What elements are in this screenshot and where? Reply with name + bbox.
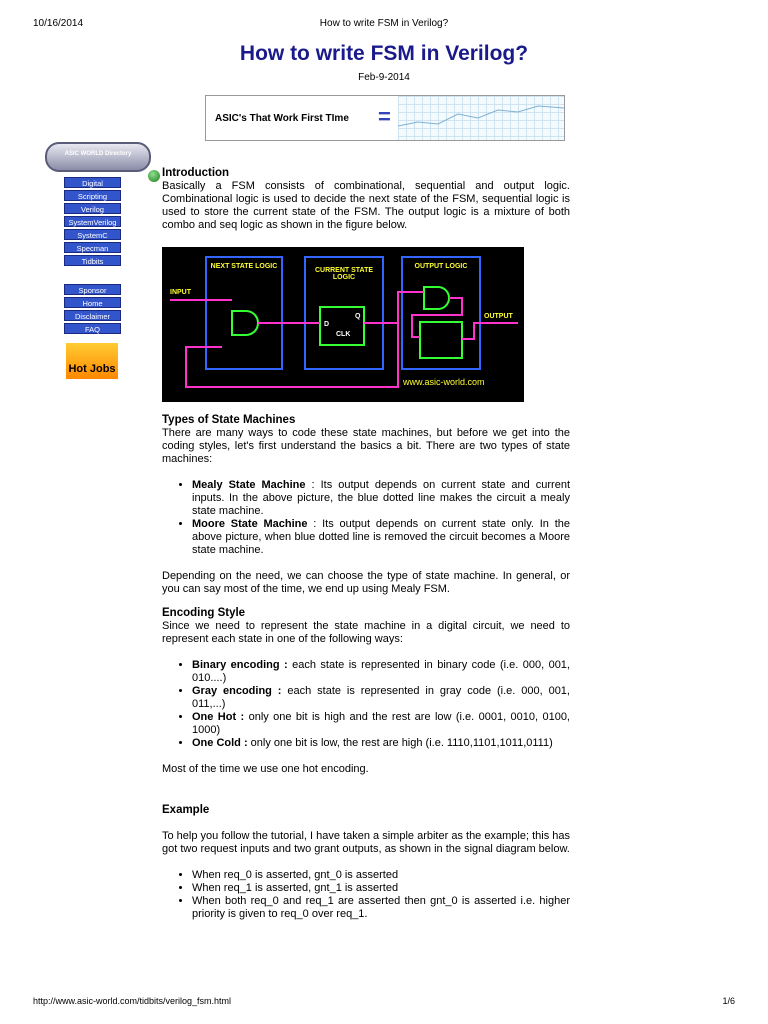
list-item: • One Hot : only one bit is high and the rest are low (i.e. 0001, 0010, 0100, 1000) <box>192 711 570 737</box>
diagram-clk-label: CLK <box>336 331 351 338</box>
nav-faq[interactable]: FAQ <box>64 323 121 334</box>
encoding-list <box>162 659 570 750</box>
list-item: • When both req_0 and req_1 are asserted then gnt_0 is asserted i.e. higher priority is given to req_0 over req_1. <box>192 895 570 921</box>
example-section <box>162 804 570 921</box>
nav-home[interactable]: Home <box>64 297 121 308</box>
encoding-section <box>162 607 570 776</box>
types-text: There are many ways to code these state machines, but before we get into the coding styles, let's first understand the basics a bit. There are two types of state machines: <box>162 427 570 465</box>
intro-section <box>162 167 570 232</box>
list-item: • Mealy State Machine : Its output depends on current state and current inputs. In the above picture, the blue dotted line makes the circuit a mealy state machine. <box>192 479 570 518</box>
nav-digital[interactable]: Digital <box>64 177 121 188</box>
footer-page-number: 1/6 <box>722 996 735 1006</box>
list-item: • Binary encoding : each state is represented in binary code (i.e. 000, 001, 010....) <box>192 659 570 685</box>
nav-verilog[interactable]: Verilog <box>64 203 121 214</box>
example-text: To help you follow the tutorial, I have taken a simple arbiter as the example; this has got two request inputs and two grant outputs, as shown in the signal diagram below. <box>162 830 570 855</box>
fsm-diagram <box>162 247 524 402</box>
encoding-text: Since we need to represent the state machine in a digital circuit, we need to represent each state in one of the following ways: <box>162 620 570 645</box>
example-list <box>162 869 570 921</box>
hot-jobs-badge[interactable]: Hot Jobs <box>66 343 118 379</box>
print-date: 10/16/2014 <box>33 18 84 29</box>
page-title: How to write FSM in Verilog? <box>239 42 529 65</box>
nav-specman[interactable]: Specman <box>64 242 121 253</box>
intro-bullet-icon <box>148 170 160 182</box>
print-title: How to write FSM in Verilog? <box>319 18 449 29</box>
nav-disclaimer[interactable]: Disclaimer <box>64 310 121 321</box>
diagram-next-state-label: NEXT STATE LOGIC <box>210 263 278 270</box>
nav-sponsor[interactable]: Sponsor <box>64 284 121 295</box>
footer-url: http://www.asic-world.com/tidbits/verilog_fsm.html <box>33 996 232 1006</box>
types-section <box>162 414 570 596</box>
list-item: • When req_0 is asserted, gnt_0 is asserted <box>192 869 570 882</box>
types-list <box>162 479 570 557</box>
diagram-output-logic-label: OUTPUT LOGIC <box>414 263 468 270</box>
encoding-after: Most of the time we use one hot encoding. <box>162 763 369 775</box>
types-heading: Types of State Machines <box>162 414 296 426</box>
nav-scripting[interactable]: Scripting <box>64 190 121 201</box>
types-after: Depending on the need, we can choose the type of state machine. In general, or you can say most of the time, we end up using Mealy FSM. <box>162 570 570 595</box>
banner-text: ASIC's That Work First TIme <box>215 113 349 124</box>
intro-heading: Introduction <box>162 167 230 179</box>
diagram-input-label: INPUT <box>170 289 191 296</box>
diagram-current-state-label: CURRENT STATE LOGIC <box>314 267 374 281</box>
page-date: Feb-9-2014 <box>358 72 410 83</box>
intro-text: Basically a FSM consists of combinational, sequential and output logic. Combinational logic is used to decide the next state of the FSM, sequential logic is used to store the current state of the FSM. The output logic is a mixture of both combo and seq logic as shown in the figure below. <box>162 180 570 231</box>
nav-tidbits[interactable]: Tidbits <box>64 255 121 266</box>
banner-equals-icon: = <box>378 104 391 129</box>
diagram-watermark: www.asic-world.com <box>403 377 485 387</box>
list-item: • Moore State Machine : Its output depends on current state only. In the above picture, when blue dotted line is removed the circuit becomes a Moore state machine. <box>192 518 570 557</box>
nav-systemverilog[interactable]: SystemVerilog <box>64 216 121 227</box>
nav-systemc[interactable]: SystemC <box>64 229 121 240</box>
banner-ad[interactable] <box>205 95 565 141</box>
list-item: • Gray encoding : each state is represented in gray code (i.e. 000, 001, 011,...) <box>192 685 570 711</box>
banner-graph <box>398 96 564 140</box>
diagram-d-label: D <box>324 321 330 328</box>
list-item: • One Cold : only one bit is low, the rest are high (i.e. 1110,1101,1011,0111) <box>192 737 570 750</box>
diagram-output-label: OUTPUT <box>484 313 513 320</box>
diagram-q-label: Q <box>355 313 361 320</box>
encoding-heading: Encoding Style <box>162 607 246 619</box>
example-heading: Example <box>162 804 210 816</box>
list-item: • When req_1 is asserted, gnt_1 is asserted <box>192 882 570 895</box>
asic-world-directory-logo[interactable]: ASIC WORLD Directory <box>45 142 151 172</box>
